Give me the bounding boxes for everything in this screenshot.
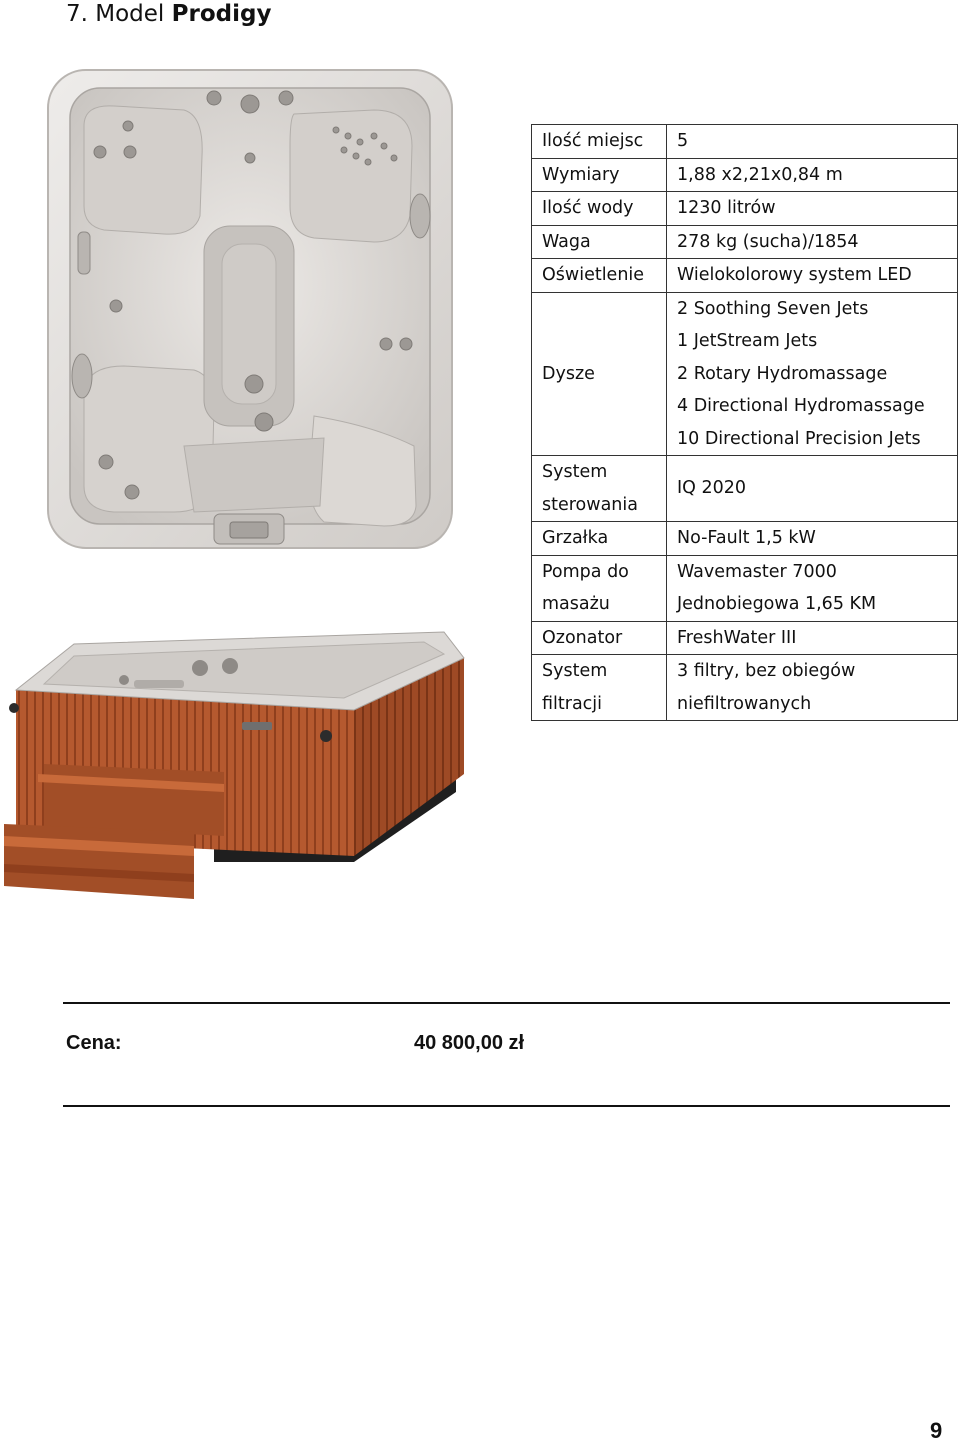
spec-row <box>532 225 958 259</box>
spec-label <box>532 259 667 293</box>
spec-value-line: 1,88 x2,21x0,84 m <box>677 164 843 185</box>
spec-row <box>532 259 958 293</box>
spec-value-line: IQ 2020 <box>677 478 747 499</box>
spec-value-line: 1230 litrów <box>677 198 776 218</box>
model-name: Prodigy <box>171 1 272 27</box>
spec-value-line: 3 filtry, bez obiegów <box>677 661 856 681</box>
spec-value <box>667 158 958 192</box>
spec-label-line: System <box>542 462 608 482</box>
spec-row <box>532 125 958 159</box>
spec-label-line: Waga <box>542 231 591 252</box>
spec-value <box>667 292 958 456</box>
spec-value-line: niefiltrowanych <box>677 693 812 714</box>
spec-label <box>532 456 667 522</box>
divider-top <box>63 1002 950 1004</box>
spec-label <box>532 555 667 621</box>
spec-label <box>532 125 667 159</box>
spec-label <box>532 522 667 556</box>
title-prefix: 7. Model <box>66 1 172 27</box>
hot-tub-top-view-image <box>44 66 456 556</box>
spec-label-line: Wymiary <box>542 164 620 185</box>
spec-value <box>667 259 958 293</box>
spec-value <box>667 125 958 159</box>
spec-value <box>667 555 958 621</box>
divider-bottom <box>63 1105 950 1107</box>
spec-value-line: 2 Soothing Seven Jets <box>677 298 869 319</box>
spec-value-line: 278 kg (sucha)/1854 <box>677 231 859 252</box>
spec-label-line: Pompa do <box>542 561 629 582</box>
spec-label <box>532 292 667 456</box>
spec-label <box>532 192 667 226</box>
spec-label <box>532 158 667 192</box>
page-number: 9 <box>930 1418 943 1442</box>
spec-value-line: Wavemaster 7000 <box>677 561 837 582</box>
spec-row <box>532 621 958 655</box>
spec-label-line: Grzałka <box>542 528 609 548</box>
spec-label-line: masażu <box>542 594 610 614</box>
spec-row <box>532 655 958 721</box>
spec-value-line: FreshWater III <box>677 627 797 648</box>
spec-value-line: Jednobiegowa 1,65 KM <box>677 594 877 614</box>
spec-value <box>667 456 958 522</box>
price-value: 40 800,00 zł <box>414 1032 525 1054</box>
spec-value-line: Wielokolorowy system LED <box>677 265 912 285</box>
spec-value <box>667 225 958 259</box>
hot-tub-side-view-image <box>4 624 468 904</box>
spec-label-line: Ilość miejsc <box>542 131 644 151</box>
spec-value <box>667 621 958 655</box>
spec-row <box>532 192 958 226</box>
spec-label-line: sterowania <box>542 494 638 515</box>
spec-label-line: filtracji <box>542 693 603 714</box>
spec-label <box>532 655 667 721</box>
spec-row <box>532 292 958 456</box>
spec-label-line: Ilość wody <box>542 198 634 218</box>
spec-value-line: No-Fault 1,5 kW <box>677 528 816 548</box>
spec-value-line: 4 Directional Hydromassage <box>677 396 925 416</box>
spec-value-line: 5 <box>677 131 689 151</box>
spec-value-line: 1 JetStream Jets <box>677 331 818 351</box>
spec-row <box>532 158 958 192</box>
price-label: Cena: <box>66 1032 122 1054</box>
spec-label-line: Oświetlenie <box>542 265 645 285</box>
spec-value <box>667 522 958 556</box>
spec-label-line: Ozonator <box>542 627 623 648</box>
spec-label <box>532 621 667 655</box>
page-title <box>66 0 271 28</box>
spec-label <box>532 225 667 259</box>
spec-row <box>532 456 958 522</box>
spec-value <box>667 192 958 226</box>
spec-value-line: 2 Rotary Hydromassage <box>677 363 888 384</box>
spec-row <box>532 555 958 621</box>
spec-value <box>667 655 958 721</box>
spec-label-line: System <box>542 661 608 681</box>
spec-label-line: Dysze <box>542 363 595 384</box>
spec-value-line: 10 Directional Precision Jets <box>677 428 921 449</box>
specs-table <box>531 124 958 721</box>
spec-row <box>532 522 958 556</box>
